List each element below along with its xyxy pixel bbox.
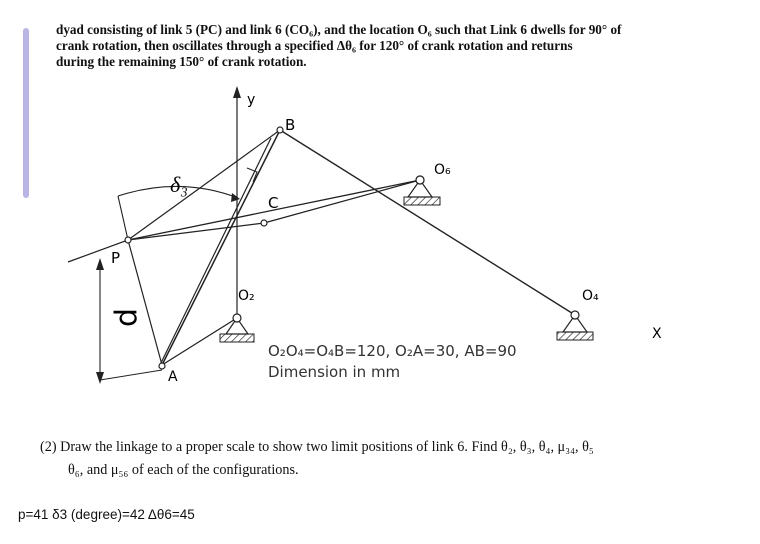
given-values: p=41 δ3 (degree)=42 Δθ6=45 — [18, 507, 195, 522]
dim-p-arrow-top — [96, 258, 104, 270]
rocker-link-b-o4 — [280, 130, 575, 315]
dim-p-ext — [100, 370, 162, 380]
problem-line-2: crank rotation, then oscillates through a specified Δθ₆ for 120° of crank rotation and returns — [56, 38, 573, 53]
ground-o4-hatch — [557, 332, 593, 340]
pivot-o2 — [233, 314, 241, 322]
y-axis-arrow — [233, 86, 241, 98]
angle-ref-line — [118, 196, 128, 240]
link-a-p — [128, 240, 162, 365]
label-a: A — [168, 369, 178, 385]
label-o6: O₆ — [434, 162, 451, 178]
pivot-o6 — [416, 176, 424, 184]
joint-p — [125, 237, 131, 243]
joint-c — [261, 220, 267, 226]
question-block — [40, 436, 750, 482]
question-line-1: (2) Draw the linkage to a proper scale to show two limit positions of link 6. Find θ₂, θ₃, θ₄, μ₃₄, θ₅ — [40, 439, 594, 455]
y-axis-label: y — [247, 92, 256, 108]
joint-a — [159, 363, 165, 369]
coupler-link-ab — [162, 130, 280, 365]
joint-b — [277, 127, 283, 133]
label-b: B — [285, 116, 296, 134]
dimensions-text: O₂O₄=O₄B=120, O₂A=30, AB=90 — [268, 342, 517, 360]
delta3-arrow — [231, 193, 240, 202]
delta3-label: δ₃ — [170, 172, 188, 197]
problem-line-3: during the remaining 150° of crank rotation. — [56, 54, 307, 69]
pivot-o4 — [571, 311, 579, 319]
link-6-co6 — [264, 180, 420, 223]
label-o2: O₂ — [238, 288, 255, 304]
ground-o6-hatch — [404, 197, 440, 205]
problem-line-1: dyad consisting of link 5 (PC) and link 6 (CO₆), and the location O₆ such that Link 6 dwells for 90° of — [56, 22, 622, 37]
question-line-2: θ₆, and μ₅₆ of each of the configurations. — [68, 462, 299, 478]
ground-o2-hatch — [220, 334, 254, 342]
label-c: C — [268, 194, 279, 212]
label-p: P — [111, 249, 121, 267]
dim-p-label: p — [112, 308, 147, 328]
x-axis-label: X — [652, 326, 662, 342]
dim-p-arrow-bottom — [96, 372, 104, 384]
units-text: Dimension in mm — [268, 363, 401, 381]
label-o4: O₄ — [582, 288, 599, 304]
